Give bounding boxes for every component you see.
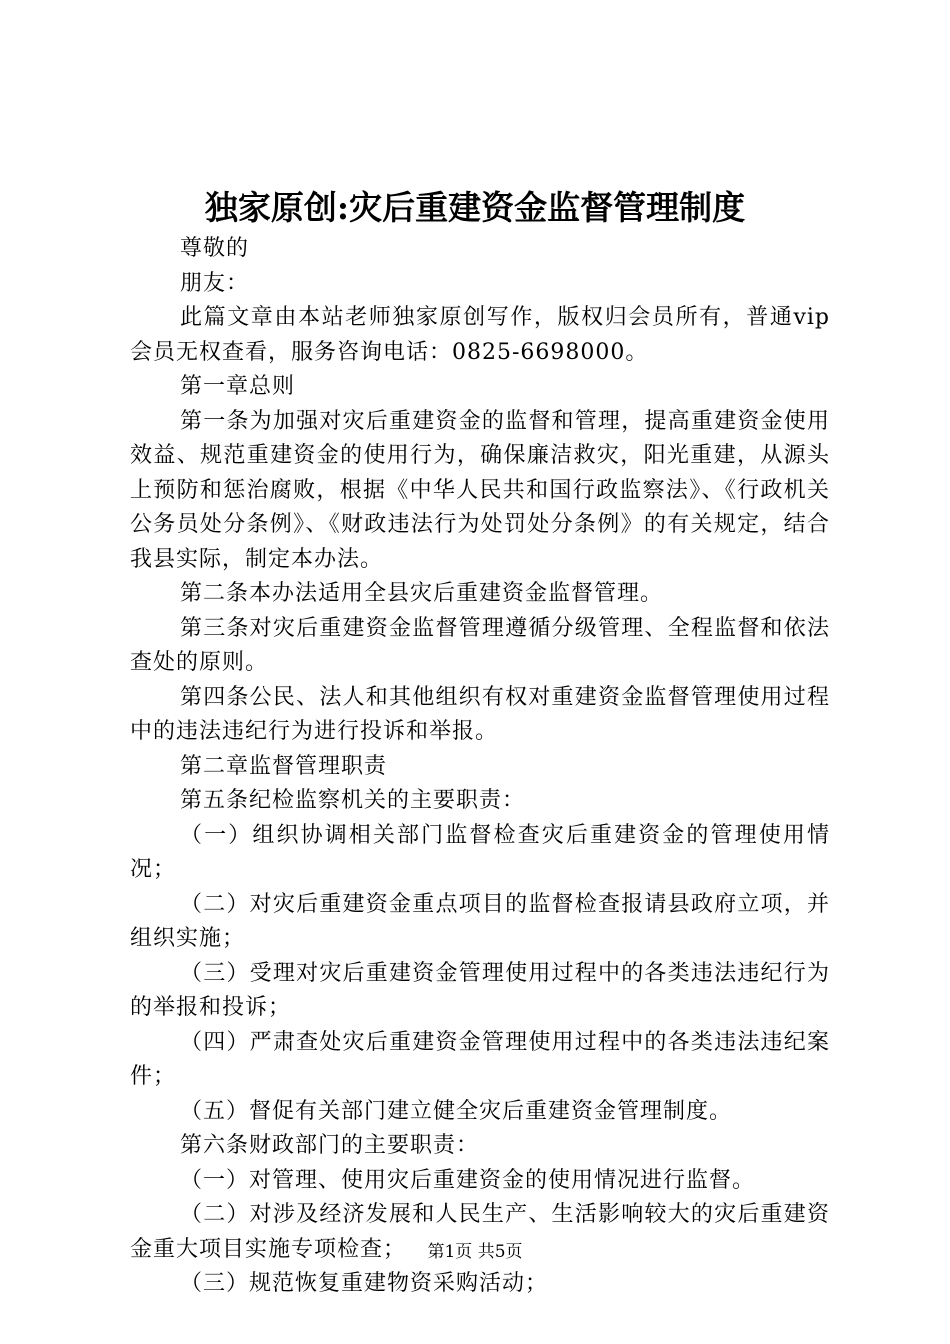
paragraph: 第四条公民、法人和其他组织有权对重建资金监督管理使用过程中的违法违纪行为进行投诉和举报。 — [130, 684, 830, 744]
document-title: 独家原创:灾后重建资金监督管理制度 — [204, 188, 746, 227]
paragraph: （三）受理对灾后重建资金管理使用过程中的各类违法违纪行为的举报和投诉； — [130, 960, 830, 1020]
paragraph: 第三条对灾后重建资金监督管理遵循分级管理、全程监督和依法查处的原则。 — [130, 615, 830, 675]
document-body — [130, 232, 830, 1302]
paragraph: 尊敬的 — [180, 236, 250, 261]
paragraph: 第二条本办法适用全县灾后重建资金监督管理。 — [180, 581, 664, 606]
chapter-heading: 第二章监督管理职责 — [180, 753, 388, 779]
paragraph: （三）规范恢复重建物资采购活动； — [180, 1271, 549, 1296]
paragraph: 第五条纪检监察机关的主要职责： — [180, 788, 526, 813]
paragraph: （四）严肃查处灾后重建资金管理使用过程中的各类违法违纪案件； — [130, 1029, 830, 1089]
paragraph: （五）督促有关部门建立健全灾后重建资金管理制度。 — [180, 1098, 733, 1124]
paragraph: 此篇文章由本站老师独家原创写作，版权归会员所有，普通vip会员无权查看，服务咨询电话：0825-6698000。 — [130, 305, 830, 365]
paragraph: （一）组织协调相关部门监督检查灾后重建资金的管理使用情况； — [130, 822, 830, 882]
chapter-heading: 第一章总则 — [180, 374, 296, 399]
paragraph: （二）对灾后重建资金重点项目的监督检查报请县政府立项，并组织实施； — [130, 891, 830, 951]
paragraph: 第六条财政部门的主要职责： — [180, 1133, 480, 1158]
paragraph: （二）对涉及经济发展和人民生产、生活影响较大的灾后重建资金重大项目实施专项检查； — [130, 1202, 830, 1262]
page-footer: 第1页 共5页 — [427, 1242, 523, 1262]
paragraph: 朋友： — [180, 270, 250, 296]
paragraph: （一）对管理、使用灾后重建资金的使用情况进行监督。 — [180, 1167, 756, 1193]
paragraph: 第一条为加强对灾后重建资金的监督和管理，提高重建资金使用效益、规范重建资金的使用行为，确保廉洁救灾，阳光重建，从源头上预防和惩治腐败，根据《中华人民共和国行政监察法》、《行政机关公务员处分条例》、《财政违法行为处罚处分条例》的有关规定，结合我县实际，制定本办法。 — [130, 408, 830, 572]
